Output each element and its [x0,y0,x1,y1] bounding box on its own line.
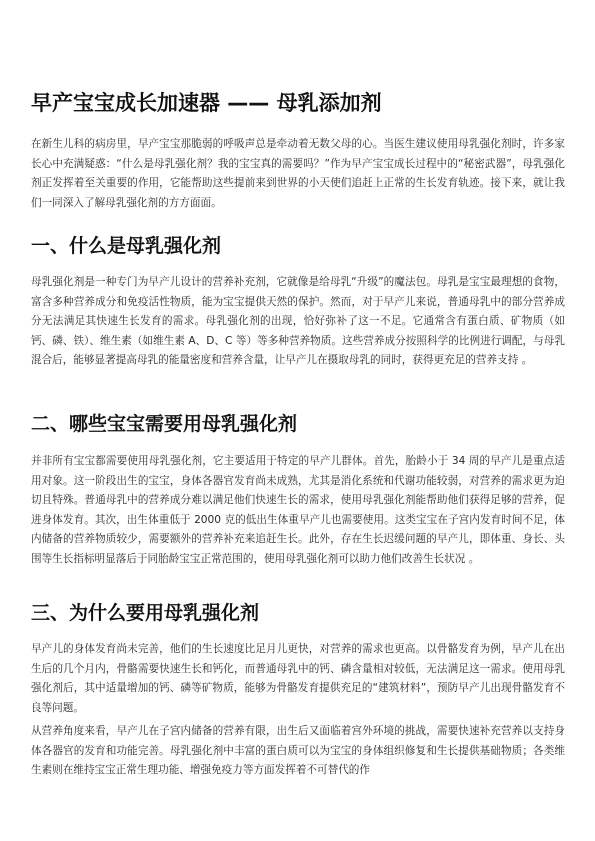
section-heading-who-needs: 二、哪些宝宝需要用母乳强化剂 [31,413,298,435]
section-paragraph-why-use-1: 早产儿的身体发育尚未完善，他们的生长速度比足月儿更快，对营养的需求也更高。以骨骼发育为例，早产儿在出生后的几个月内，骨骼需要快速生长和钙化，而普通母乳中的钙、磷含量相对较低，无法满足这一需求。使用母乳强化剂后，其中适量增加的钙、磷等矿物质，能够为骨骼发育提供充足的“建筑材料”，预防早产儿出现骨骼发育不良等问题。 [31,643,565,714]
intro-paragraph: 在新生儿科的病房里，早产宝宝那脆弱的呼吸声总是牵动着无数父母的心。当医生建议使用母乳强化剂时，许多家长心中充满疑惑：“什么是母乳强化剂？我的宝宝真的需要吗？”作为早产宝宝成长过程中的“秘密武器”，母乳强化剂正发挥着至关重要的作用，它能帮助这些提前来到世界的小天使们追赶上正常的生长发育轨迹。接下来，就让我们一同深入了解母乳强化剂的方方面面。 [31,138,565,209]
section-heading-what-is: 一、什么是母乳强化剂 [31,235,222,257]
section-paragraph-who-needs: 并非所有宝宝都需要使用母乳强化剂，它主要适用于特定的早产儿群体。首先，胎龄小于 34 周的早产儿是重点适用对象。这一阶段出生的宝宝，身体各器官发育尚未成熟，尤其是消化系统和代谢功能较弱，对营养的需求更为迫切且特殊。普通母乳中的营养成分难以满足他们快速生长的需求，使用母乳强化剂能帮助他们获得足够的营养，促进身体发育。其次，出生体重低于 2000 克的低出生体重早产儿也需要使用。这类宝宝在子宫内发育时间不足，体内储备的营养物质较少，需要额外的营养补充来追赶生长。此外，存在生长迟缓问题的早产儿，即体重、身长、头围等生长指标明显落后于同胎龄宝宝正常范围的，使用母乳强化剂可以助力他们改善生长状况 。 [31,455,565,565]
section-paragraph-why-use-2: 从营养角度来看，早产儿在子宫内储备的营养有限，出生后又面临着宫外环境的挑战，需要快速补充营养以支持身体各器官的发育和功能完善。母乳强化剂中丰富的蛋白质可以为宝宝的身体组织修复和生长提供基础物质；各类维生素则在维持宝宝正常生理功能、增强免疫力等方面发挥着不可替代的作 [31,725,565,777]
section-heading-why-use: 三、为什么要用母乳强化剂 [31,602,260,624]
document-title: 早产宝宝成长加速器 —— 母乳添加剂 [31,91,382,115]
section-paragraph-what-is: 母乳强化剂是一种专门为早产儿设计的营养补充剂，它就像是给母乳“升级”的魔法包。母乳是宝宝最理想的食物，富含多种营养成分和免疫活性物质，能为宝宝提供天然的保护。然而，对于早产儿来说，普通母乳中的部分营养成分无法满足其快速生长发育的需求。母乳强化剂的出现，恰好弥补了这一不足。它通常含有蛋白质、矿物质（如钙、磷、铁）、维生素（如维生素 A、D、C 等）等多种营养物质。这些营养成分按照科学的比例进行调配，与母乳混合后，能够显著提高母乳的能量密度和营养含量，让早产儿在摄取母乳的同时，获得更充足的营养支持 。 [31,276,565,367]
